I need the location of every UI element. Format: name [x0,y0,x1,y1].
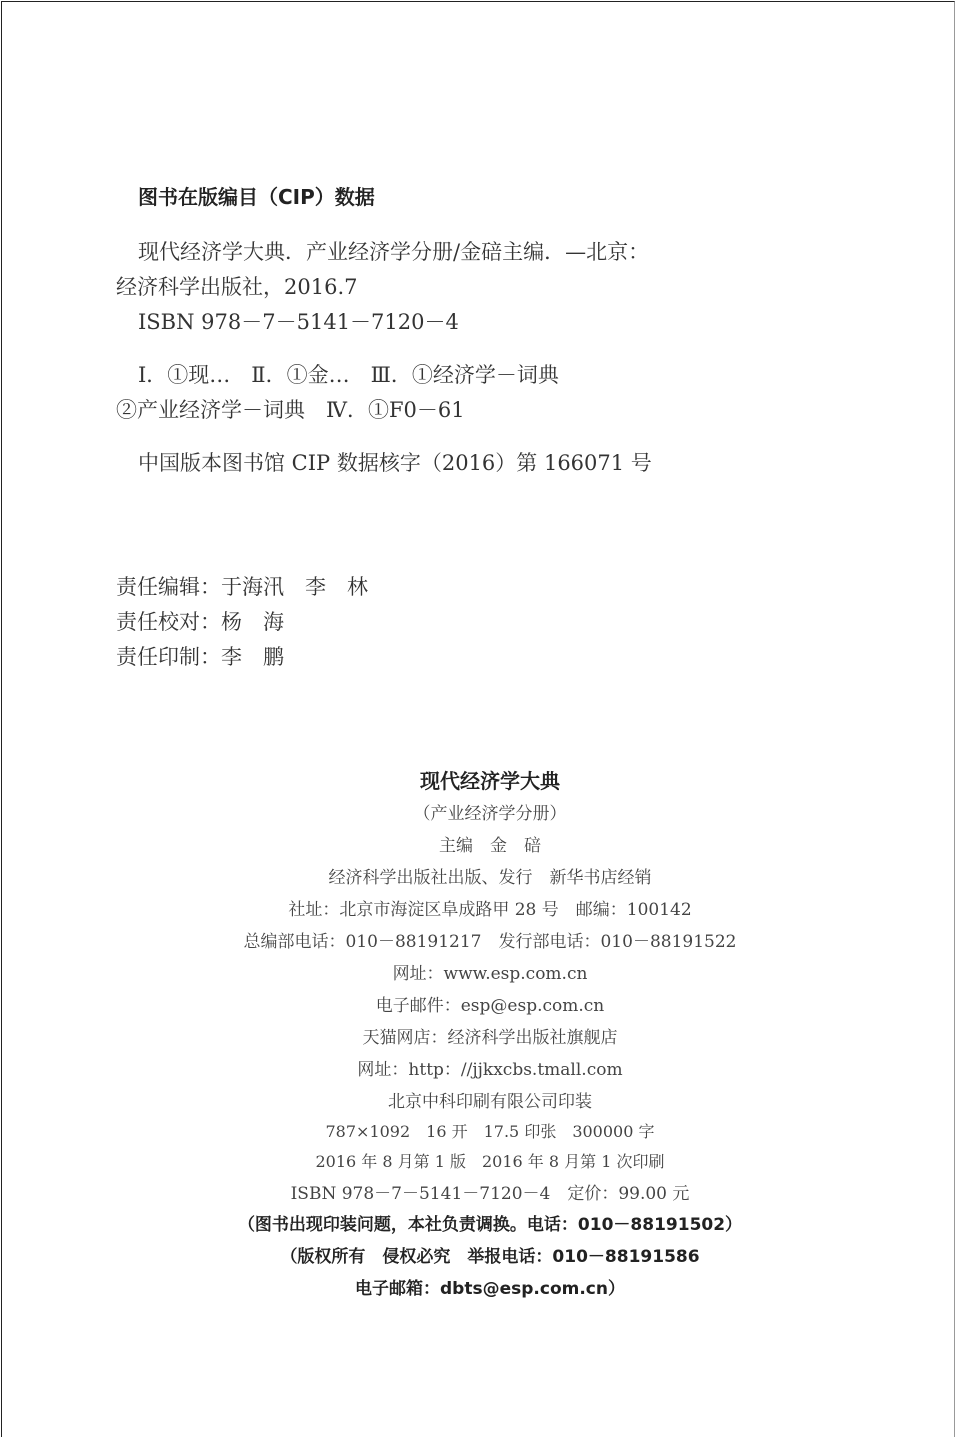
staff-printing: 责任印制：李 鹏 [116,645,284,669]
book-title: 现代经济学大典 [420,769,560,793]
cip-line-subjects: Ⅰ．①现… Ⅱ．①金… Ⅲ．①经济学－词典 [138,363,559,387]
publisher-line: 经济科学出版社出版、发行 新华书店经销 [328,868,652,888]
tmall-store-line: 天猫网店：经济科学出版社旗舰店 [362,1028,618,1048]
staff-editor: 责任编辑：于海汛 李 林 [116,575,368,599]
phone-line: 总编部电话：010－88191217 发行部电话：010－88191522 [243,932,737,952]
email-line: 电子邮件：esp@esp.com.cn [375,996,605,1016]
cip-line-title: 现代经济学大典．产业经济学分册/金碚主编．—北京： [138,240,650,264]
notice-line: （图书出现印装问题，本社负责调换。电话：010－88191502） [237,1215,743,1235]
chief-editor: 主编 金 碚 [439,836,541,856]
address-line: 社址：北京市海淀区阜成路甲 28 号 邮编：100142 [288,900,692,920]
tmall-url-line: 网址：http：//jjkxcbs.tmall.com [357,1060,623,1080]
staff-proofreader: 责任校对：杨 海 [116,610,284,634]
book-subtitle: （产业经济学分册） [413,804,567,824]
cip-line-isbn: ISBN 978－7－5141－7120－4 [138,310,459,334]
cip-heading: 图书在版编目（CIP）数据 [138,185,375,209]
cip-line-subjects-cont: ②产业经济学－词典 Ⅳ．①F0－61 [116,398,465,422]
cip-line-record: 中国版本图书馆 CIP 数据核字（2016）第 166071 号 [138,451,652,475]
edition-line: 2016 年 8 月第 1 版 2016 年 8 月第 1 次印刷 [315,1152,665,1171]
format-line: 787×1092 16 开 17.5 印张 300000 字 [325,1122,655,1141]
website-line: 网址：www.esp.com.cn [392,964,588,984]
isbn-price-line: ISBN 978－7－5141－7120－4 定价：99.00 元 [290,1184,690,1204]
printer-line: 北京中科印刷有限公司印装 [388,1092,592,1112]
copyright-line: （版权所有 侵权必究 举报电话：010－88191586 [280,1247,700,1267]
report-email-line: 电子邮箱：dbts@esp.com.cn） [355,1279,625,1299]
cip-line-publisher: 经济科学出版社，2016.7 [116,275,358,299]
